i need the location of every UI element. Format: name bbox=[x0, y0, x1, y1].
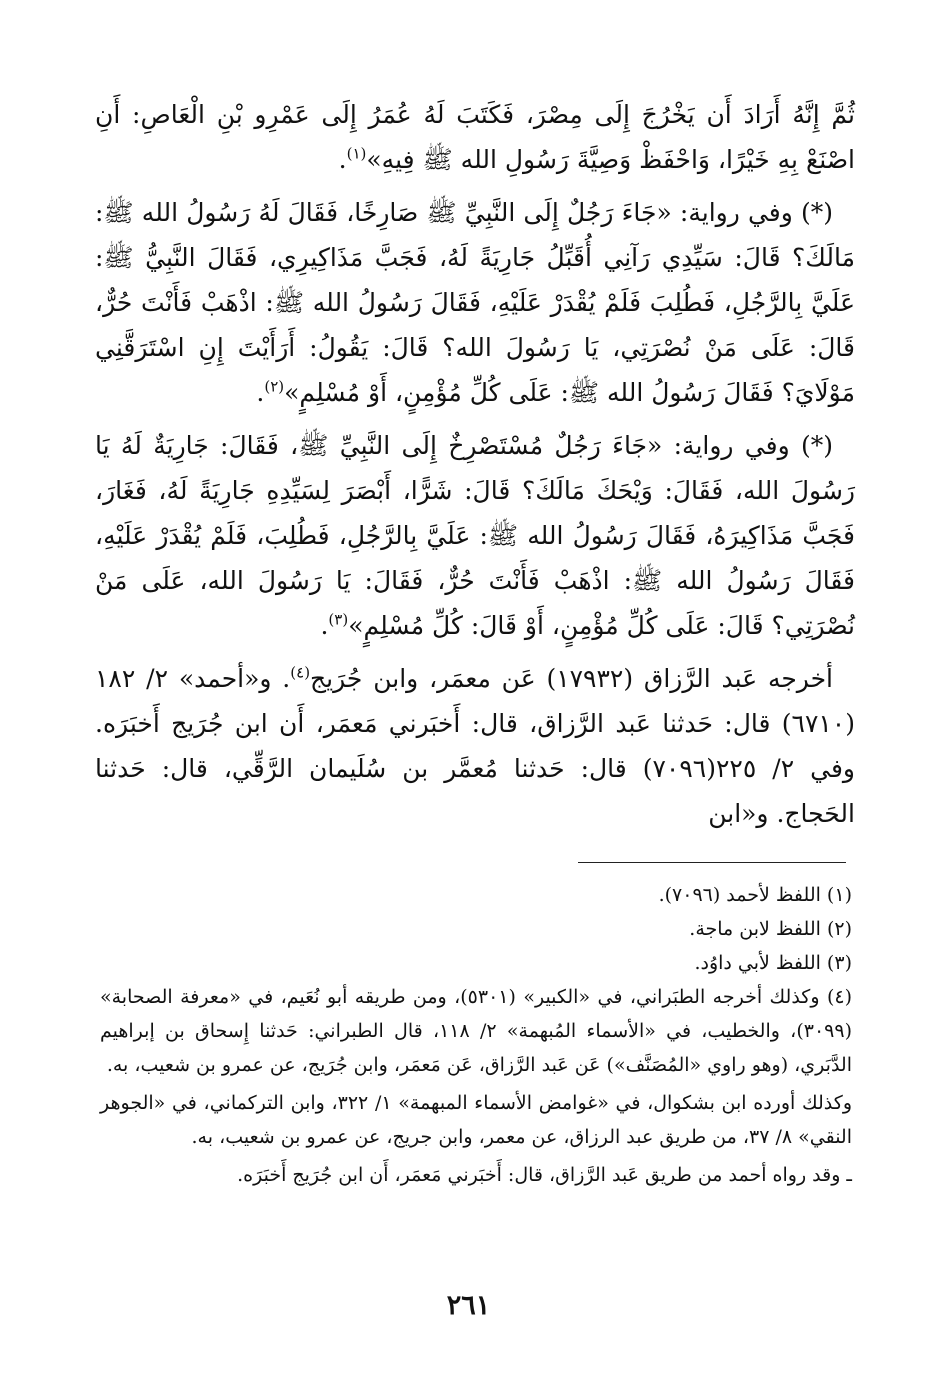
paragraph-2-text: (*) وفي رواية: «جَاءَ رَجُلٌ إِلَى النَّبِيِّ ﷺ صَارِخًا، فَقَالَ لَهُ رَسُولُ الله ﷺ: مَالَكَ؟ قَالَ: سَيِّدِي رَآنِي أُقَبِّلُ جَارِيَةً لَهُ، فَجَبَّ مَذَاكِيرِي، فَقَالَ النَّبِيُّ ﷺ: عَلَيَّ بِالرَّجُلِ، فَطُلِبَ فَلَمْ يُقْدَرْ عَلَيْهِ، فَقَالَ رَسُولُ الله ﷺ: اذْهَبْ فَأَنْتَ حُرٌّ، قَالَ: عَلَى مَنْ نُصْرَتِي، يَا رَسُولَ الله؟ قَالَ: يَقُولُ: أَرَأَيْتَ إِنِ اسْتَرَقَّنِي مَوْلَايَ؟ فَقَالَ رَسُولُ الله ﷺ: عَلَى كُلِّ مُؤْمِنٍ، أَوْ مُسْلِمٍ» bbox=[95, 198, 855, 407]
paragraph-1-text: ثُمَّ إِنَّهُ أَرَادَ أَن يَخْرُجَ إِلَى مِصْرَ، فَكَتَبَ لَهُ عُمَرُ إِلَى عَمْرِو بْنِ الْعَاصِ: أَنِ اصْنَعْ بِهِ خَيْرًا، وَاحْفَظْ وَصِيَّةَ رَسُولِ الله ﷺ فِيهِ» bbox=[95, 100, 855, 174]
footnote-4-note: ـ وقد رواه أحمد من طريق عَبد الرَّزاق، قال: أَخبَرني مَعمَر، أَن ابن جُرَيج أَخبَرَه. bbox=[237, 1164, 852, 1186]
footnote-ref-4[interactable]: (٤) bbox=[290, 663, 311, 682]
main-text bbox=[95, 92, 855, 844]
paragraph-4 bbox=[95, 656, 855, 836]
paragraph-1: ثُمَّ إِنَّهُ أَرَادَ أَن يَخْرُجَ إِلَى مِصْرَ، فَكَتَبَ لَهُ عُمَرُ إِلَى عَمْرِو بْنِ الْعَاصِ: أَنِ اصْنَعْ بِهِ خَيْرًا، وَاحْفَظْ وَصِيَّةَ رَسُولِ الله ﷺ فِيهِ»$^{(١)}$. bbox=[95, 100, 855, 174]
paragraph-2: (*) وفي رواية: «جَاءَ رَجُلٌ إِلَى النَّبِيِّ ﷺ صَارِخًا، فَقَالَ لَهُ رَسُولُ الله ﷺ: مَالَكَ؟ قَالَ: سَيِّدِي رَآنِي أُقَبِّلُ جَارِيَةً لَهُ، فَجَبَّ مَذَاكِيرِي، فَقَالَ النَّبِيُّ ﷺ: عَلَيَّ بِالرَّجُلِ، فَطُلِبَ فَلَمْ يُقْدَرْ عَلَيْهِ، فَقَالَ رَسُولُ الله ﷺ: اذْهَبْ فَأَنْتَ حُرٌّ، قَالَ: عَلَى مَنْ نُصْرَتِي، يَا رَسُولَ الله؟ قَالَ: يَقُولُ: أَرَأَيْتَ إِنِ اسْتَرَقَّنِي مَوْلَايَ؟ فَقَالَ رَسُولُ الله ﷺ: عَلَى كُلِّ مُؤْمِنٍ، أَوْ مُسْلِمٍ»$^{(٢)}$. bbox=[95, 198, 855, 407]
paragraph-3: (*) وفي رواية: «جَاءَ رَجُلٌ مُسْتَصْرِخٌ إِلَى النَّبِيِّ ﷺ، فَقَالَ: جَارِيَةٌ لَهُ يَا رَسُولَ الله، فَقَالَ: وَيْحَكَ مَالَكَ؟ قَالَ: شَرًّا، أَبْصَرَ لِسَيِّدِهِ جَارِيَةً لَهُ، فَغَارَ، فَجَبَّ مَذَاكِيرَهُ، فَقَالَ رَسُولُ الله ﷺ: عَلَيَّ بِالرَّجُلِ، فَطُلِبَ، فَلَمْ يُقْدَرْ عَلَيْهِ، فَقَالَ رَسُولُ الله ﷺ: اذْهَبْ فَأَنْتَ حُرٌّ، فَقَالَ: يَا رَسُولَ الله، عَلَى مَنْ نُصْرَتِي؟ قَالَ: عَلَى كُلِّ مُؤْمِنٍ، أَوْ قَالَ: كُلِّ مُسْلِمٍ»$^{(٣)}$. bbox=[95, 431, 855, 640]
footnote-4: (٤) وكذلك أخرجه الطبَراني، في «الكبير» (٥٣٠١)، ومن طريقه أبو نُعَيم، في «معرفة الصحابة» (٣٠٩٩)، والخطيب، في «الأسماء المُبهمة» ٢/ ١١٨، قال الطبراني: حَدثنا إِسحاق بن إبراهيم الدَّبَري، (وهو راوي «المُصَنَّف») عَن عَبد الرَّزاق، عَن مَعمَر، وابن جُرَيج، عن عمرو بن شعيب، به. bbox=[100, 986, 852, 1076]
paragraph-4-text-a: أخرجه عَبد الرَّزاق (١٧٩٣٢) عَن معمَر، وابن جُرَيج bbox=[310, 664, 834, 693]
footnote-ref-2[interactable]: (٢) bbox=[264, 377, 285, 396]
footnote-4-continuation: وكذلك أورده ابن بشكوال، في «غوامض الأسماء المبهمة» ١/ ٣٢٢، وابن التركماني، في «الجوهر النقي» ٨/ ٣٧، من طريق عبد الرزاق، عن معمر، وابن جريج، عن عمرو بن شعيب، به. bbox=[100, 1092, 852, 1148]
footnote-divider bbox=[578, 862, 846, 863]
footnote-ref-1[interactable]: (١) bbox=[346, 144, 367, 163]
paragraph-3-text: (*) وفي رواية: «جَاءَ رَجُلٌ مُسْتَصْرِخٌ إِلَى النَّبِيِّ ﷺ، فَقَالَ: جَارِيَةٌ لَهُ يَا رَسُولَ الله، فَقَالَ: وَيْحَكَ مَالَكَ؟ قَالَ: شَرًّا، أَبْصَرَ لِسَيِّدِهِ جَارِيَةً لَهُ، فَغَارَ، فَجَبَّ مَذَاكِيرَهُ، فَقَالَ رَسُولُ الله ﷺ: عَلَيَّ بِالرَّجُلِ، فَطُلِبَ، فَلَمْ يُقْدَرْ عَلَيْهِ، فَقَالَ رَسُولُ الله ﷺ: اذْهَبْ فَأَنْتَ حُرٌّ، فَقَالَ: يَا رَسُولَ الله، عَلَى مَنْ نُصْرَتِي؟ قَالَ: عَلَى كُلِّ مُؤْمِنٍ، أَوْ قَالَ: كُلِّ مُسْلِمٍ» bbox=[95, 431, 855, 640]
paragraph-4-text-b: . و«أحمد» ٢/ ١٨٢ (٦٧١٠) قال: حَدثنا عَبد الرَّزاق، قال: أَخبَرني مَعمَر، أَن ابن جُرَيج أَخبَرَه. وفي ٢/ ٢٢٥(٧٠٩٦) قال: حَدثنا مُعمَّر بن سُلَيمان الرَّقِّي، قال: حَدثنا الحَجاج. و«ابن bbox=[95, 664, 855, 828]
footnote-2: (٢) اللفظ لابن ماجة. bbox=[689, 918, 852, 940]
footnote-ref-3[interactable]: (٣) bbox=[328, 610, 349, 629]
footnote-1: (١) اللفظ لأحمد (٧٠٩٦). bbox=[658, 884, 852, 906]
footnote-3: (٣) اللفظ لأبي داوُد. bbox=[694, 952, 852, 974]
footnotes bbox=[100, 878, 852, 1192]
page-number: ٢٦١ bbox=[446, 1290, 491, 1321]
